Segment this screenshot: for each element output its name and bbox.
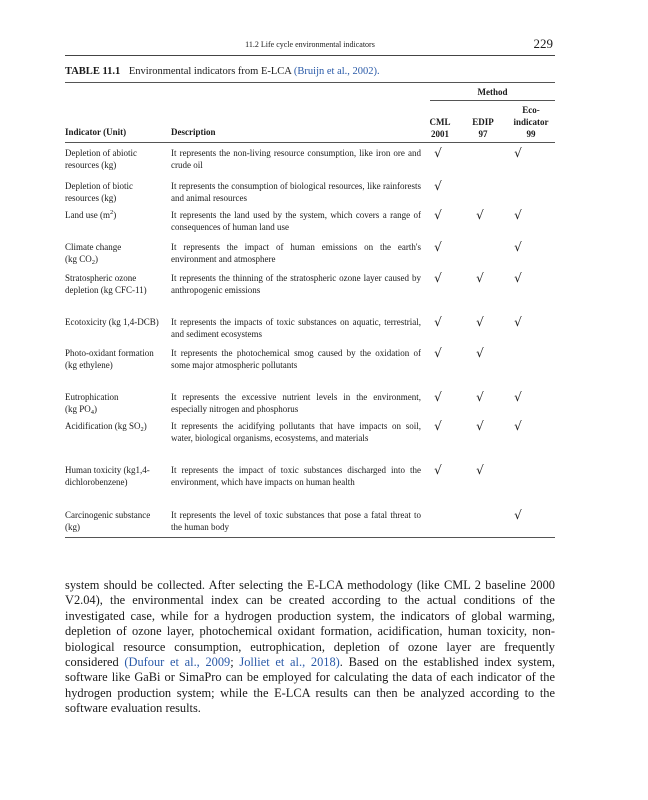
check-eco-icon: √ <box>514 315 522 329</box>
check-cml-icon: √ <box>434 146 442 160</box>
description-cell: It represents the non-living resource consumption, like iron ore and crude oil <box>171 148 421 170</box>
col-header-eco-line2: indicator <box>513 117 549 127</box>
page-number: 229 <box>533 36 553 51</box>
body-text-part2: . Based on the established index system, software like GaBi or SimaPro can be employed for calculating the data of each indicator of the hydrogen production system; while the E-LCA results can then be analyzed according to the software evaluation results. <box>65 655 555 716</box>
check-edip-icon: √ <box>476 390 484 404</box>
indicator-cell: Eutrophication (kg $PO_4$) <box>65 392 119 416</box>
col-header-description: Description <box>171 127 216 137</box>
col-header-eco-line3: 99 <box>526 129 536 139</box>
check-eco-icon: √ <box>514 271 522 285</box>
description-cell: It represents the impacts of toxic substances on aquatic, terrestrial, and sediment ecosystems <box>171 317 421 339</box>
description-cell: It represents the impact of toxic substances discharged into the environment, which have impacts on human health <box>171 465 421 487</box>
col-header-cml-line1: CML <box>429 117 451 127</box>
check-cml-icon: √ <box>434 419 442 433</box>
check-cml-icon: √ <box>434 179 442 193</box>
col-header-cml-line2: 2001 <box>431 129 449 139</box>
body-text-part1: system should be collected. After selecting the E-LCA methodology (like CML 2 baseline 2000 V2.04), the environmental index can be created according to the actual conditions of the investigated case, while for a hydrogen production system, the indicators of global warming, depletion of ozone layer, photochemical oxidant formation, acidification, human toxicity, non-biological resource consumption, eutrophication, depletion of ozone layer are frequently considered <box>65 578 555 670</box>
col-header-indicator: Indicator (Unit) <box>65 127 127 137</box>
description-cell: It represents the consumption of biological resources, like rainforests and animal resources <box>171 181 421 203</box>
check-edip-icon: √ <box>476 208 484 222</box>
method-header: Method <box>477 87 508 97</box>
col-header-eco <box>506 104 556 140</box>
table-bottom-rule <box>65 537 555 538</box>
indicator-cell: Land use $(m^2)$ <box>65 209 117 220</box>
check-eco-icon: √ <box>514 419 522 433</box>
check-eco-icon: √ <box>514 208 522 222</box>
check-edip-icon: √ <box>476 315 484 329</box>
description-cell: It represents the thinning of the stratospheric ozone layer caused by anthropogenic emissions <box>171 273 421 295</box>
check-cml-icon: √ <box>434 463 442 477</box>
description-cell: It represents the impact of human emissions on the earth's environment and atmosphere <box>171 242 421 264</box>
method-rule <box>430 100 555 101</box>
indicator-cell: Carcinogenic substance (kg) <box>65 510 151 532</box>
indicator-cell: Acidification (kg $SO_2$) <box>65 421 147 433</box>
description-cell: It represents the excessive nutrient levels in the environment, especially nitrogen and phosphorus <box>171 392 421 414</box>
col-header-cml <box>423 116 457 140</box>
indicator-cell: Photo-oxidant formation (kg ethylene) <box>65 348 154 370</box>
citation-separator: ; <box>230 655 240 670</box>
header-rule <box>65 55 555 56</box>
check-eco-icon: √ <box>514 240 522 254</box>
check-cml-icon: √ <box>434 271 442 285</box>
description-cell: It represents the land used by the system, which covers a range of consequences of human land use <box>171 210 421 232</box>
check-eco-icon: √ <box>514 146 522 160</box>
col-header-eco-line1: Eco- <box>522 105 540 115</box>
description-cell: It represents the photochemical smog caused by the oxidation of some major atmospheric pollutants <box>171 348 421 370</box>
check-edip-icon: √ <box>476 271 484 285</box>
check-edip-icon: √ <box>476 419 484 433</box>
table-caption <box>65 66 380 77</box>
citation-dufour[interactable]: (Dufour et al., 2009 <box>124 655 231 670</box>
indicator-cell: Ecotoxicity (kg 1,4-DCB) <box>65 317 159 327</box>
caption-citation[interactable]: (Bruijn et al., 2002). <box>293 66 380 77</box>
check-cml-icon: √ <box>434 208 442 222</box>
check-eco-icon: √ <box>514 508 522 522</box>
table-label: TABLE 11.1 <box>65 66 121 77</box>
col-header-edip <box>463 116 503 140</box>
indicator-cell: Human toxicity (kg1,4-dichlorobenzene) <box>65 465 150 487</box>
check-eco-icon: √ <box>514 390 522 404</box>
indicator-cell: Depletion of abiotic resources (kg) <box>65 148 137 170</box>
caption-text: Environmental indicators from E-LCA <box>128 66 292 77</box>
check-edip-icon: √ <box>476 346 484 360</box>
col-header-edip-line1: EDIP <box>472 117 494 127</box>
check-cml-icon: √ <box>434 240 442 254</box>
table-header-rule <box>65 142 555 143</box>
description-cell: It represents the level of toxic substances that pose a fatal threat to the human body <box>171 510 421 532</box>
indicator-cell: Climate change (kg $CO_2$) <box>65 242 122 266</box>
running-head: 11.2 Life cycle environmental indicators <box>245 40 375 49</box>
indicator-cell: Stratospheric ozone depletion (kg CFC-11) <box>65 273 147 295</box>
col-header-edip-line2: 97 <box>478 129 488 139</box>
check-cml-icon: √ <box>434 390 442 404</box>
check-cml-icon: √ <box>434 315 442 329</box>
table-top-rule <box>65 82 555 83</box>
check-edip-icon: √ <box>476 463 484 477</box>
body-paragraph <box>65 578 555 717</box>
indicator-cell: Depletion of biotic resources (kg) <box>65 181 133 203</box>
citation-jolliet[interactable]: Jolliet et al., 2018) <box>239 655 340 670</box>
description-cell: It represents the acidifying pollutants that have impacts on soil, water, biological organisms, ecosystems, and materials <box>171 421 421 443</box>
check-cml-icon: √ <box>434 346 442 360</box>
